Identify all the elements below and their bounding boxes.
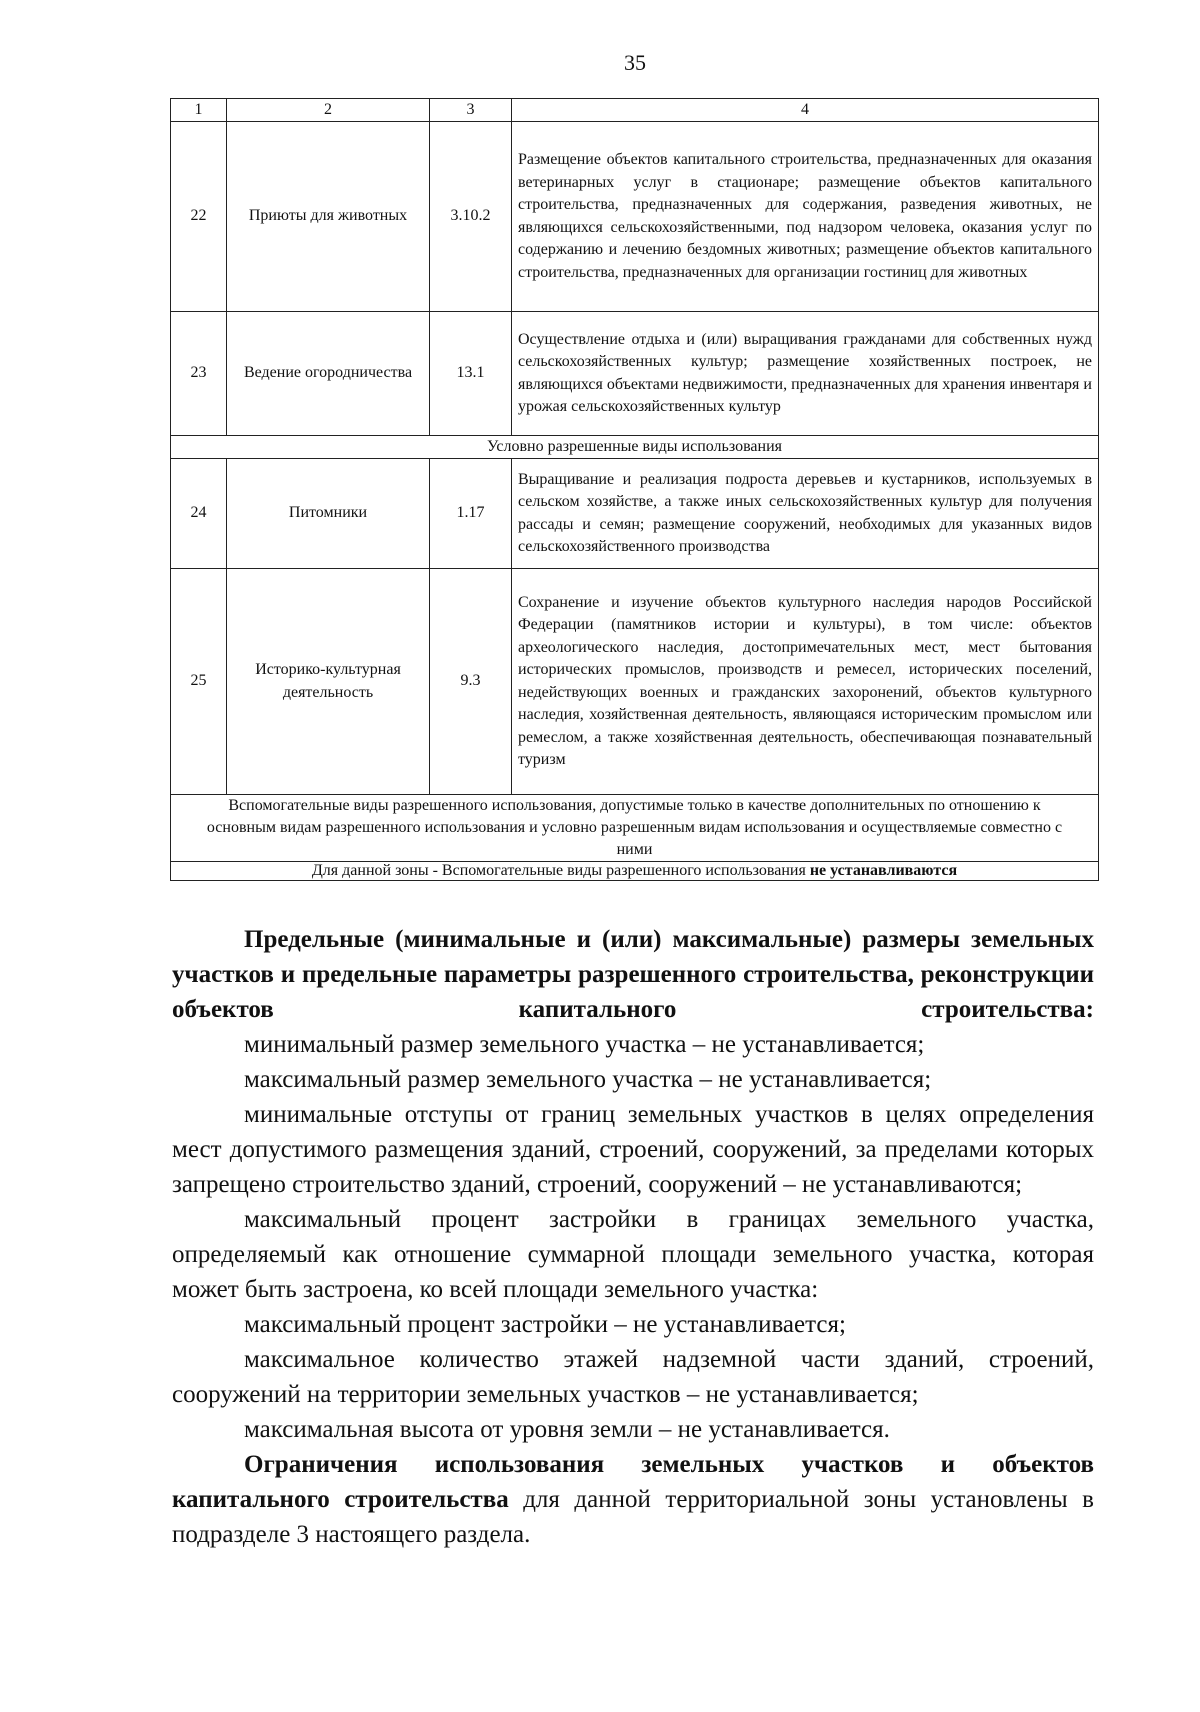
table-row (171, 312, 1099, 436)
use-type-description: Размещение объектов капитального строительства, предназначенных для оказания ветеринарных услуг в стационаре; размещение объектов капитального строительства, предназначенных для содержания, разведения животных, не являющихся сельскохозяйственными, под надзором человека, оказания услуг по содержанию и лечению бездомных животных; размещение объектов капитального строительства, предназначенных для организации гостиниц для животных (512, 122, 1099, 312)
use-type-name: Приюты для животных (227, 122, 430, 312)
use-type-code: 3.10.2 (430, 122, 512, 312)
row-number: 23 (171, 312, 227, 436)
column-header-code: 3 (430, 99, 512, 122)
use-type-code: 13.1 (430, 312, 512, 436)
use-type-code: 1.17 (430, 459, 512, 569)
use-type-description: Осуществление отдыха и (или) выращивания гражданами для собственных нужд сельскохозяйственных культур; размещение хозяйственных построек, не являющихся объектами недвижимости, предназначенных для хранения инвентаря и урожая сельскохозяйственных культур (512, 312, 1099, 436)
parameter-item: минимальные отступы от границ земельных участков в целях определения мест допустимого размещения зданий, строений, сооружений, за пределами которых запрещено строительство зданий, строений, сооружений – не устанавливаются; (172, 1101, 1094, 1198)
table-header-row (171, 99, 1099, 122)
column-header-name: 2 (227, 99, 430, 122)
parameter-item: максимальное количество этажей надземной части зданий, строений, сооружений на территории земельных участков – не устанавливается; (172, 1346, 1094, 1408)
section-row (171, 795, 1099, 862)
table-row (171, 122, 1099, 312)
auxiliary-note-emphasis: не устанавливаются (809, 862, 958, 879)
column-header-description: 4 (512, 99, 1099, 122)
auxiliary-note-text: Для данной зоны - Вспомогательные виды разрешенного использования (311, 862, 810, 879)
row-number: 25 (171, 569, 227, 795)
note-row (171, 862, 1099, 881)
auxiliary-note (171, 862, 1099, 881)
use-type-description: Выращивание и реализация подроста деревьев и кустарников, используемых в сельском хозяйстве, а также иных сельскохозяйственных культур для получения рассады и семян; размещение сооружений, необходимых для указанных видов сельскохозяйственного производства (512, 459, 1099, 569)
parameter-item: максимальный процент застройки – не устанавливается; (244, 1311, 846, 1338)
column-header-number: 1 (171, 99, 227, 122)
section-row (171, 436, 1099, 459)
row-number: 24 (171, 459, 227, 569)
section-title-conditional: Условно разрешенные виды использования (171, 436, 1099, 459)
use-type-name: Историко-культурная деятельность (227, 569, 430, 795)
land-use-table (170, 98, 1099, 881)
restrictions-paragraph (172, 1447, 1094, 1552)
use-type-name: Питомники (227, 459, 430, 569)
parameters-heading: Предельные (минимальные и (или) максимальные) размеры земельных участков и предельные параметры разрешенного строительства, реконструкции объектов капитального строительства: (172, 926, 1094, 1023)
use-type-description: Сохранение и изучение объектов культурного наследия народов Российской Федерации (памятников истории и культуры), в том числе: объектов археологического наследия, достопримечательных мест, мест бытования исторических промыслов, производств и ремесел, исторических поселений, недействующих военных и гражданских захоронений, объектов культурного наследия, хозяйственная деятельность, являющаяся историческим промыслом или ремеслом, а также хозяйственная деятельность, обеспечивающая познавательный туризм (512, 569, 1099, 795)
section-title-auxiliary: Вспомогательные виды разрешенного использования, допустимые только в качестве дополнительных по отношению к основным видам разрешенного использования и условно разрешенным видам использования и осуществляемые совместно с ними (171, 795, 1099, 862)
table-row (171, 459, 1099, 569)
parameter-item: максимальный размер земельного участка – не устанавливается; (244, 1066, 932, 1093)
parameter-item: максимальный процент застройки в границах земельного участка, определяемый как отношение суммарной площади земельного участка, которая может быть застроена, ко всей площади земельного участка: (172, 1206, 1094, 1303)
restrictions-emphasis: Ограничения использования земельных участков и объектов капитального строительства (172, 1451, 1094, 1513)
parameter-item: максимальная высота от уровня земли – не устанавливается. (244, 1416, 890, 1443)
restrictions-text: для данной территориальной зоны установлены в подразделе 3 настоящего раздела. (172, 1486, 1094, 1548)
page-number: 35 (624, 50, 646, 75)
parameter-item: минимальный размер земельного участка – не устанавливается; (244, 1031, 925, 1058)
use-type-name: Ведение огородничества (227, 312, 430, 436)
use-type-code: 9.3 (430, 569, 512, 795)
table-row (171, 569, 1099, 795)
zone-parameters-text (172, 922, 1094, 1552)
row-number: 22 (171, 122, 227, 312)
